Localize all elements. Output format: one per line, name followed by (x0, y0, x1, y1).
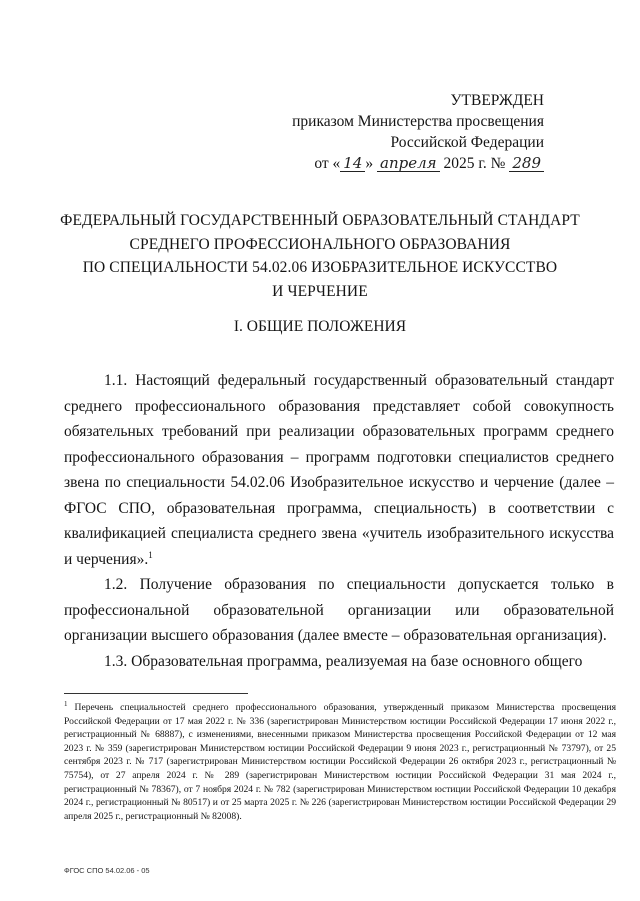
paragraph-1-3: 1.3. Образовательная программа, реализуемая на базе основного общего (104, 652, 583, 670)
document-body (64, 368, 614, 674)
approval-title: УТВЕРЖДЕН (450, 92, 544, 109)
footnote (64, 701, 616, 823)
title-line-4: И ЧЕРЧЕНИЕ (272, 282, 368, 300)
handwritten-order-number: 289 (509, 155, 544, 172)
approval-issuer-country: Российской Федерации (390, 134, 544, 151)
paragraph-1-1 (64, 368, 614, 572)
date-quote-close: » (365, 155, 374, 172)
date-prefix: от « (314, 155, 341, 172)
title-line-3: ПО СПЕЦИАЛЬНОСТИ 54.02.06 ИЗОБРАЗИТЕЛЬНОЕ ИСКУССТВО (82, 259, 558, 276)
paragraph-1-1-text: 1.1. Настоящий федеральный государственный образовательный стандарт среднего профессионального образования представляет собой совокупность обязательных требований при реализации образовательных программ среднего профессионального образования – программ подготовки специалистов среднего звена по специальности 54.02.06 Изобразительное искусство и черчение (далее – ФГОС СПО, образовательная программа, специальность) в соответствии с квалификацией специалиста среднего звена «учитель изобразительного искусства и черчения». (64, 372, 614, 568)
handwritten-day: 14 (340, 155, 365, 172)
document-title (40, 209, 600, 303)
handwritten-month: апреля (377, 155, 440, 172)
section-heading: I. ОБЩИЕ ПОЛОЖЕНИЯ (233, 318, 407, 335)
approval-issuer: приказом Министерства просвещения (292, 113, 544, 130)
year-text: 2025 г. № (443, 155, 506, 172)
title-line-1: ФЕДЕРАЛЬНЫЙ ГОСУДАРСТВЕННЫЙ ОБРАЗОВАТЕЛЬНЫЙ СТАНДАРТ (60, 212, 580, 229)
paragraph-1-2: 1.2. Получение образования по специальности допускается только в профессиональной образовательной организации или образовательной организации высшего образования (далее вместе – образовательная организация). (64, 576, 614, 644)
document-code: ФГОС СПО 54.02.06 - 05 (64, 866, 150, 875)
footnote-divider (64, 693, 248, 694)
footnote-text: Перечень специальностей среднего профессионального образования, утвержденный приказом Министерства просвещения Российской Федерации от 17 мая 2022 г. № 336 (зарегистрирован Министерством юстиции Российской Федерации 17 июня 2022 г., регистрационный № 68887), с изменениями, внесенными приказом Министерства просвещения Российской Федерации от 12 мая 2023 г. № 359 (зарегистрирован Министерством юстиции Российской Федерации 9 июня 2023 г., регистрационный № 73797), от 25 сентября 2023 г. № 717 (зарегистрирован Министерством юстиции Российской Федерации 26 октября 2023 г., регистрационный № 75754), от 27 апреля 2024 г. № 289 (зарегистрирован Министерством юстиции Российской Федерации 31 мая 2024 г., регистрационный № 78367), от 7 ноября 2024 г. № 782 (зарегистрирован Министерством юстиции Российской Федерации 10 декабря 2024 г., регистрационный № 80517) и от 25 марта 2025 г. № 226 (зарегистрирован Министерством юстиции Российской Федерации 29 апреля 2025 г., регистрационный № 82008). (64, 702, 616, 822)
footnote-marker: 1 (64, 700, 68, 708)
approval-block (244, 90, 544, 174)
footnote-reference: 1 (148, 549, 153, 560)
title-line-2: СРЕДНЕГО ПРОФЕССИОНАЛЬНОГО ОБРАЗОВАНИЯ (129, 235, 511, 253)
approval-date-line (244, 153, 544, 174)
